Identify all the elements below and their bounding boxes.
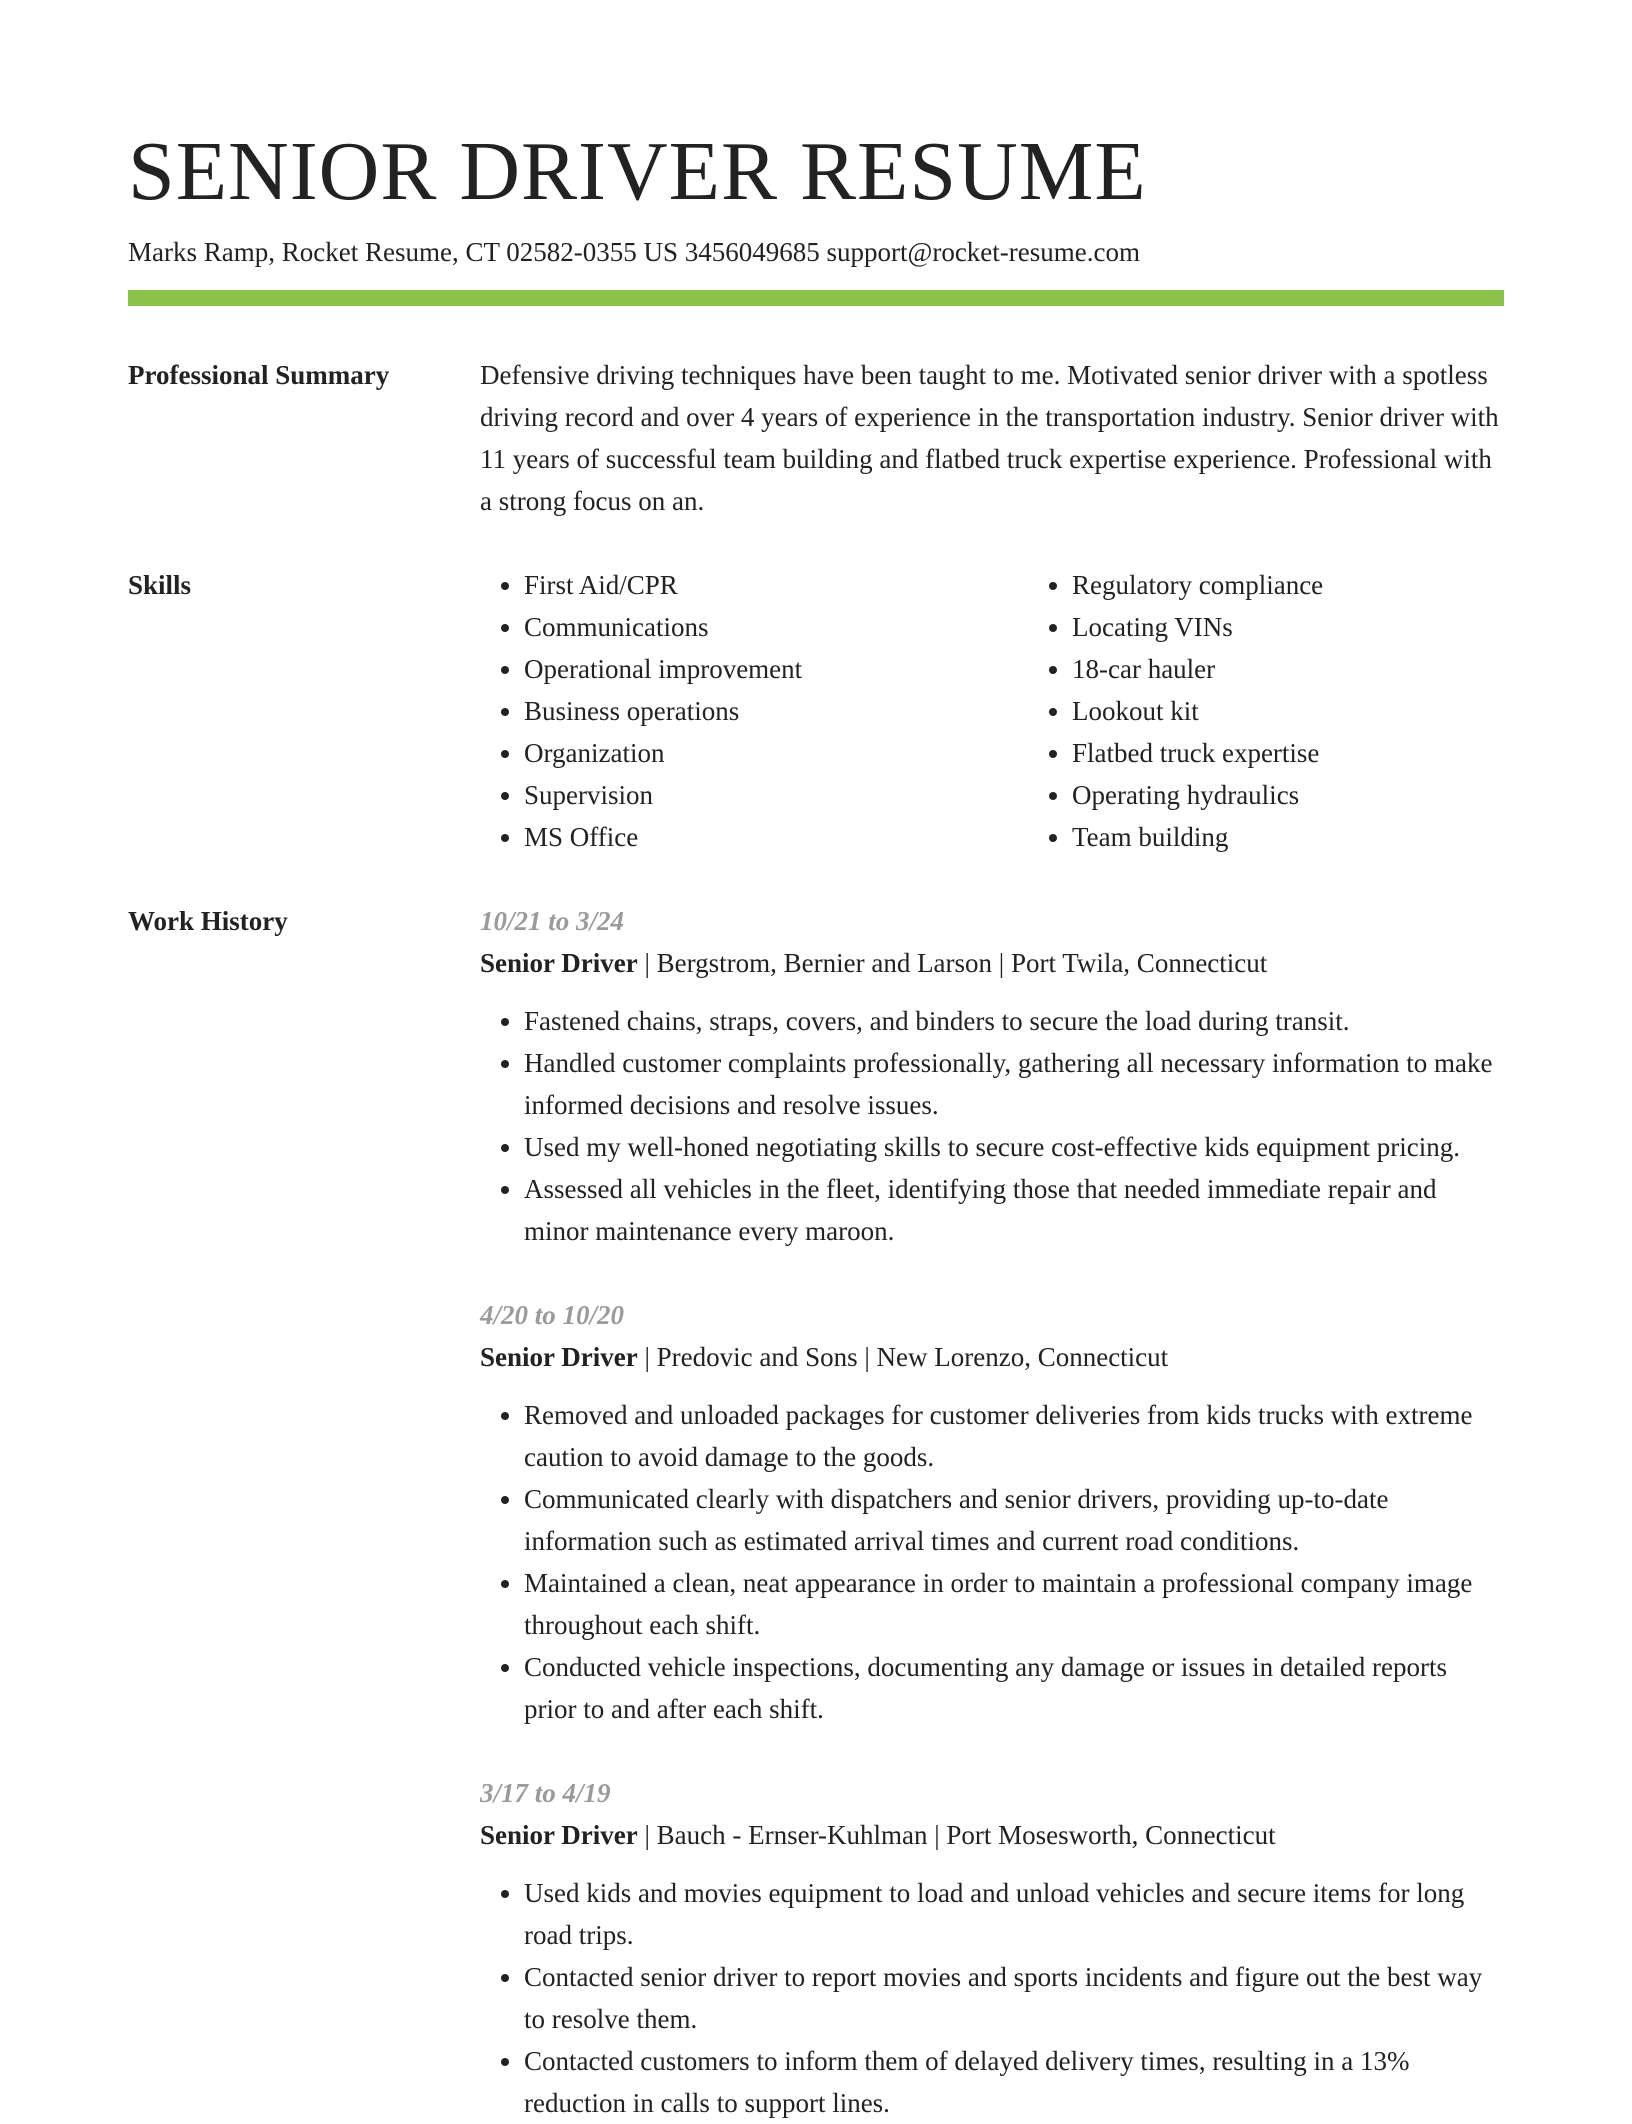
job-bullet: • Used kids and movies equipment to load and unload vehicles and secure items for long road trips. [524, 1872, 1504, 1956]
job-bullet: • Communicated clearly with dispatchers and senior drivers, providing up-to-date information such as estimated arrival times and current road conditions. [524, 1478, 1504, 1562]
summary-text: Defensive driving techniques have been taught to me. Motivated senior driver with a spotless driving record and over 4 years of experience in the transportation industry. Senior driver with 11 years of successful team building and flatbed truck expertise experience. Professional with a strong focus on an. [480, 360, 1499, 516]
job-title: Senior Driver [480, 948, 638, 978]
skill-item: • Supervision [524, 774, 1028, 816]
skill-item: • Locating VINs [1072, 606, 1576, 648]
job-bullet: • Used my well-honed negotiating skills to secure cost-effective kids equipment pricing. [524, 1126, 1504, 1168]
section-heading: Skills [128, 570, 192, 600]
resume-title: SENIOR DRIVER RESUME [128, 125, 1147, 218]
job-bullet: • Contacted customers to inform them of delayed delivery times, resulting in a 13% reduction in calls to support lines. [524, 2040, 1504, 2124]
skills-section [128, 564, 1504, 858]
skills-body [480, 564, 1576, 858]
job-bullet: • Assessed all vehicles in the fleet, identifying those that needed immediate repair and minor maintenance every maroon. [524, 1168, 1504, 1252]
job-bullet: • Conducted vehicle inspections, documenting any damage or issues in detailed reports prior to and after each shift. [524, 1646, 1504, 1730]
skill-item: • Team building [1072, 816, 1576, 858]
job-bullet: • Handled customer complaints professionally, gathering all necessary information to make informed decisions and resolve issues. [524, 1042, 1504, 1126]
skill-item: • Lookout kit [1072, 690, 1576, 732]
contact-line: Marks Ramp, Rocket Resume, CT 02582-0355 US 3456049685 support@rocket-resume.com [128, 237, 1140, 267]
job-title: Senior Driver [480, 1820, 638, 1850]
job-details: | Predovic and Sons | New Lorenzo, Connecticut [637, 1342, 1169, 1372]
job-title: Senior Driver [480, 1342, 638, 1372]
section-heading: Professional Summary [128, 360, 390, 390]
skill-item: • Flatbed truck expertise [1072, 732, 1576, 774]
job-heading [480, 1814, 1504, 1856]
job-bullet-list [480, 1394, 1504, 1730]
summary-body [480, 354, 1504, 522]
skills-list-left [480, 564, 1028, 858]
job-dates: 3/17 to 4/19 [480, 1778, 611, 1808]
job-bullet-list [480, 1872, 1504, 2124]
skill-item: • Operating hydraulics [1072, 774, 1576, 816]
work-history-body [480, 900, 1504, 2124]
job-dates: 4/20 to 10/20 [480, 1300, 625, 1330]
skill-item: • Communications [524, 606, 1028, 648]
job-heading [480, 1336, 1504, 1378]
job-entry [480, 1772, 1504, 2124]
job-bullet: • Removed and unloaded packages for customer deliveries from kids trucks with extreme caution to avoid damage to the goods. [524, 1394, 1504, 1478]
job-bullet-list [480, 1000, 1504, 1252]
skill-item: • MS Office [524, 816, 1028, 858]
skill-item: • First Aid/CPR [524, 564, 1028, 606]
work-history-section [128, 900, 1504, 2124]
resume-page [128, 118, 1504, 2124]
skills-grid [480, 564, 1576, 858]
skill-item: • Regulatory compliance [1072, 564, 1576, 606]
job-bullet: • Contacted senior driver to report movies and sports incidents and figure out the best way to resolve them. [524, 1956, 1504, 2040]
job-details: | Bauch - Ernser-Kuhlman | Port Mosesworth, Connecticut [637, 1820, 1276, 1850]
job-details: | Bergstrom, Bernier and Larson | Port Twila, Connecticut [637, 948, 1268, 978]
job-dates: 10/21 to 3/24 [480, 906, 625, 936]
section-heading: Work History [128, 906, 288, 936]
job-entry [480, 1294, 1504, 1730]
skills-list-right [1028, 564, 1576, 858]
job-heading [480, 942, 1504, 984]
skill-item: • 18-car hauler [1072, 648, 1576, 690]
skill-item: • Organization [524, 732, 1028, 774]
job-bullet: • Fastened chains, straps, covers, and binders to secure the load during transit. [524, 1000, 1504, 1042]
job-entry [480, 900, 1504, 1252]
skill-item: • Operational improvement [524, 648, 1028, 690]
skill-item: • Business operations [524, 690, 1028, 732]
accent-divider [128, 290, 1504, 306]
summary-section [128, 354, 1504, 522]
job-bullet: • Maintained a clean, neat appearance in order to maintain a professional company image throughout each shift. [524, 1562, 1504, 1646]
